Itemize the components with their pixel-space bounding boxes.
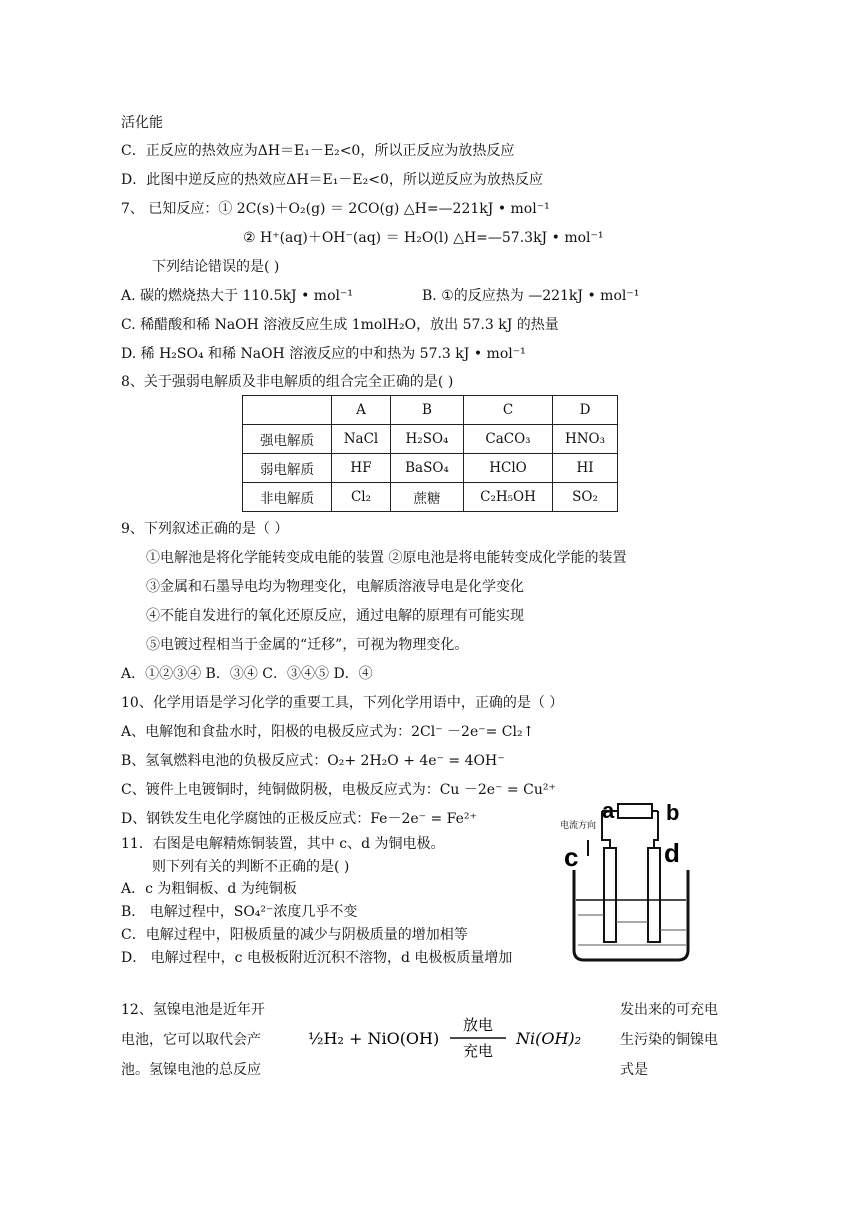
q11-option-c: C．电解过程中，阳极质量的减少与阴极质量的增加相等	[121, 927, 468, 943]
table-row	[243, 425, 618, 454]
q10-option-d: D、钢铁发生电化学腐蚀的正极反应式：Fe－2e⁻ = Fe²⁺	[121, 811, 477, 827]
q7-option-c: C. 稀醋酸和稀 NaOH 溶液反应生成 1molH₂O，放出 57.3 kJ 的热量	[121, 317, 559, 333]
label-a: a	[602, 800, 615, 823]
table-cell: 非电解质	[243, 483, 332, 512]
question-12-right-3: 式是	[620, 1062, 648, 1078]
table-cell: BaSO₄	[391, 454, 464, 483]
question-7-reaction-2: ② H⁺(aq)＋OH⁻(aq) ＝ H₂O(l) △H=—57.3kJ • mol⁻¹	[243, 230, 604, 246]
table-cell: Cl₂	[332, 483, 391, 512]
electrolyte-table	[242, 395, 618, 512]
table-cell: NaCl	[332, 425, 391, 454]
table-header-row	[243, 396, 618, 425]
equation-discharge: 放电	[463, 1016, 494, 1034]
table-cell: 弱电解质	[243, 454, 332, 483]
question-7: 7、 已知反应：① 2C(s)＋O₂(g) ＝ 2CO(g) △H=—221kJ • mol⁻¹	[121, 201, 550, 217]
table-cell: D	[553, 396, 618, 425]
table-cell: H₂SO₄	[391, 425, 464, 454]
question-9: 9、下列叙述正确的是（ ）	[121, 521, 289, 537]
q9-statement-4: ④不能自发进行的氧化还原反应，通过电解的原理有可能实现	[146, 608, 524, 624]
table-cell: HI	[553, 454, 618, 483]
q11-option-b: B． 电解过程中，SO₄²⁻浓度几乎不变	[121, 904, 358, 920]
question-8: 8、关于强弱电解质及非电解质的组合完全正确的是( )	[121, 374, 454, 390]
label-d: d	[664, 838, 680, 868]
option-c: C．正反应的热效应为ΔH＝E₁－E₂<0，所以正反应为放热反应	[121, 143, 515, 159]
q7-option-b: B. ①的反应热为 —221kJ • mol⁻¹	[422, 288, 640, 304]
table-cell: C	[464, 396, 553, 425]
current-direction-label: 电流方向	[560, 820, 597, 830]
q7-option-a: A. 碳的燃烧热大于 110.5kJ • mol⁻¹	[121, 288, 353, 304]
question-10: 10、化学用语是学习化学的重要工具，下列化学用语中，正确的是（ ）	[121, 695, 564, 711]
question-12: 12、氢镍电池是近年开	[121, 1002, 265, 1018]
equation-left: ½H₂ + NiO(OH)	[308, 1029, 440, 1048]
label-b: b	[666, 800, 680, 825]
table-cell: C₂H₅OH	[464, 483, 553, 512]
q11-option-a: A．c 为粗铜板、d 为纯铜板	[121, 881, 297, 897]
q10-option-c: C、镀件上电镀铜时，纯铜做阴极，电极反应式为：Cu －2e⁻ = Cu²⁺	[121, 782, 556, 798]
table-cell: 强电解质	[243, 425, 332, 454]
question-7-prompt: 下列结论错误的是( )	[152, 259, 280, 275]
table-cell: CaCO₃	[464, 425, 553, 454]
question-11-prompt: 则下列有关的判断不正确的是( )	[152, 859, 350, 875]
q9-options: A．①②③④ B．③④ C．③④⑤ D．④	[121, 666, 373, 682]
q9-statement-1-2: ①电解池是将化学能转变成电能的装置 ②原电池是将电能转变成化学能的装置	[146, 550, 627, 566]
nickel-hydrogen-equation	[308, 1012, 608, 1062]
q10-option-b: B、氢氧燃料电池的负极反应式：O₂+ 2H₂O + 4e⁻ = 4OH⁻	[121, 753, 505, 769]
table-cell: HF	[332, 454, 391, 483]
question-11: 11．右图是电解精炼铜装置，其中 c、d 为铜电极。	[121, 836, 445, 852]
q7-option-d: D. 稀 H₂SO₄ 和稀 NaOH 溶液反应的中和热为 57.3 kJ • mol⁻¹	[121, 346, 526, 362]
electrolysis-apparatus-figure	[548, 800, 728, 980]
question-12-right-1: 发出来的可充电	[620, 1002, 718, 1018]
question-12-line-3: 池。氢镍电池的总反应	[121, 1062, 261, 1078]
label-c: c	[564, 842, 579, 872]
table-cell: 蔗糖	[391, 483, 464, 512]
table-cell: SO₂	[553, 483, 618, 512]
equation-right: Ni(OH)₂	[516, 1029, 582, 1048]
table-cell: HClO	[464, 454, 553, 483]
option-d: D．此图中逆反应的热效应ΔH＝E₁－E₂<0，所以逆反应为放热反应	[121, 172, 543, 188]
table-cell: HNO₃	[553, 425, 618, 454]
table-row	[243, 454, 618, 483]
table-cell: B	[391, 396, 464, 425]
table-cell: A	[332, 396, 391, 425]
question-12-line-2: 电池，它可以取代会产	[121, 1032, 261, 1048]
q9-statement-3: ③金属和石墨导电均为物理变化，电解质溶液导电是化学变化	[146, 579, 524, 595]
q11-option-d: D． 电解过程中，c 电极板附近沉积不溶物，d 电极板质量增加	[121, 950, 513, 966]
q9-statement-5: ⑤电镀过程相当于金属的“迁移”，可视为物理变化。	[146, 637, 469, 653]
q10-option-a: A、电解饱和食盐水时，阳极的电极反应式为：2Cl⁻ －2e⁻= Cl₂↑	[121, 724, 535, 740]
table-cell	[243, 396, 332, 425]
table-row	[243, 483, 618, 512]
question-12-right-2: 生污染的铜镍电	[620, 1032, 718, 1048]
equation-charge: 充电	[463, 1042, 494, 1060]
text-line: 活化能	[121, 115, 163, 131]
